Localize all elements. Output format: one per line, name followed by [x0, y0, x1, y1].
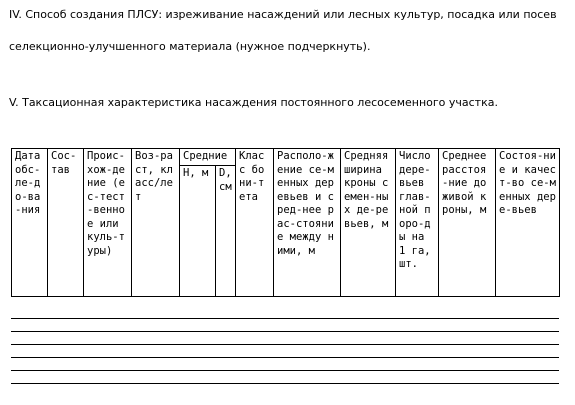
fill-line [11, 370, 559, 371]
header-composition: Сос-тав [48, 149, 84, 297]
header-bonitet: Класс бони-тета [236, 149, 274, 297]
header-tree-count: Число дере-вьев глав-ной поро-ды на 1 га, шт. [396, 149, 439, 297]
fill-line [11, 318, 559, 319]
fill-line [11, 331, 559, 332]
taxation-table [11, 148, 560, 297]
header-diameter: D, см [216, 166, 236, 297]
fill-line [11, 383, 559, 384]
fill-lines [11, 318, 559, 396]
section-v-title: V. Таксационная характеристика насаждения постоянного лесосеменного участка. [9, 96, 498, 109]
header-arrangement: Располо-жение се-менных деревьев и сред-нее рас-стояние между ними, м [274, 149, 341, 297]
header-date: Дата обс-ле-до-ва-ния [12, 149, 48, 297]
section-iv-line-1: IV. Способ создания ПЛСУ: изреживание насаждений или лесных культур, посадка или посев [9, 8, 557, 21]
section-iv-line-2: селекционно-улучшенного материала (нужное подчеркнуть). [9, 40, 371, 53]
header-origin: Проис-хож-дение (ес-тест-венное или куль-туры) [84, 149, 132, 297]
header-distance: Среднее расстоя-ние до живой кроны, м [439, 149, 496, 297]
header-crown-width: Средняя ширина кроны семен-ных де-ревьев, м [341, 149, 396, 297]
header-height: Н, м [180, 166, 216, 297]
header-age: Воз-раст, класс/лет [132, 149, 180, 297]
fill-line [11, 357, 559, 358]
header-condition: Состоя-ние и качест-во се-менных дере-вьев [496, 149, 560, 297]
fill-line [11, 344, 559, 345]
header-average: Средние [180, 149, 236, 166]
